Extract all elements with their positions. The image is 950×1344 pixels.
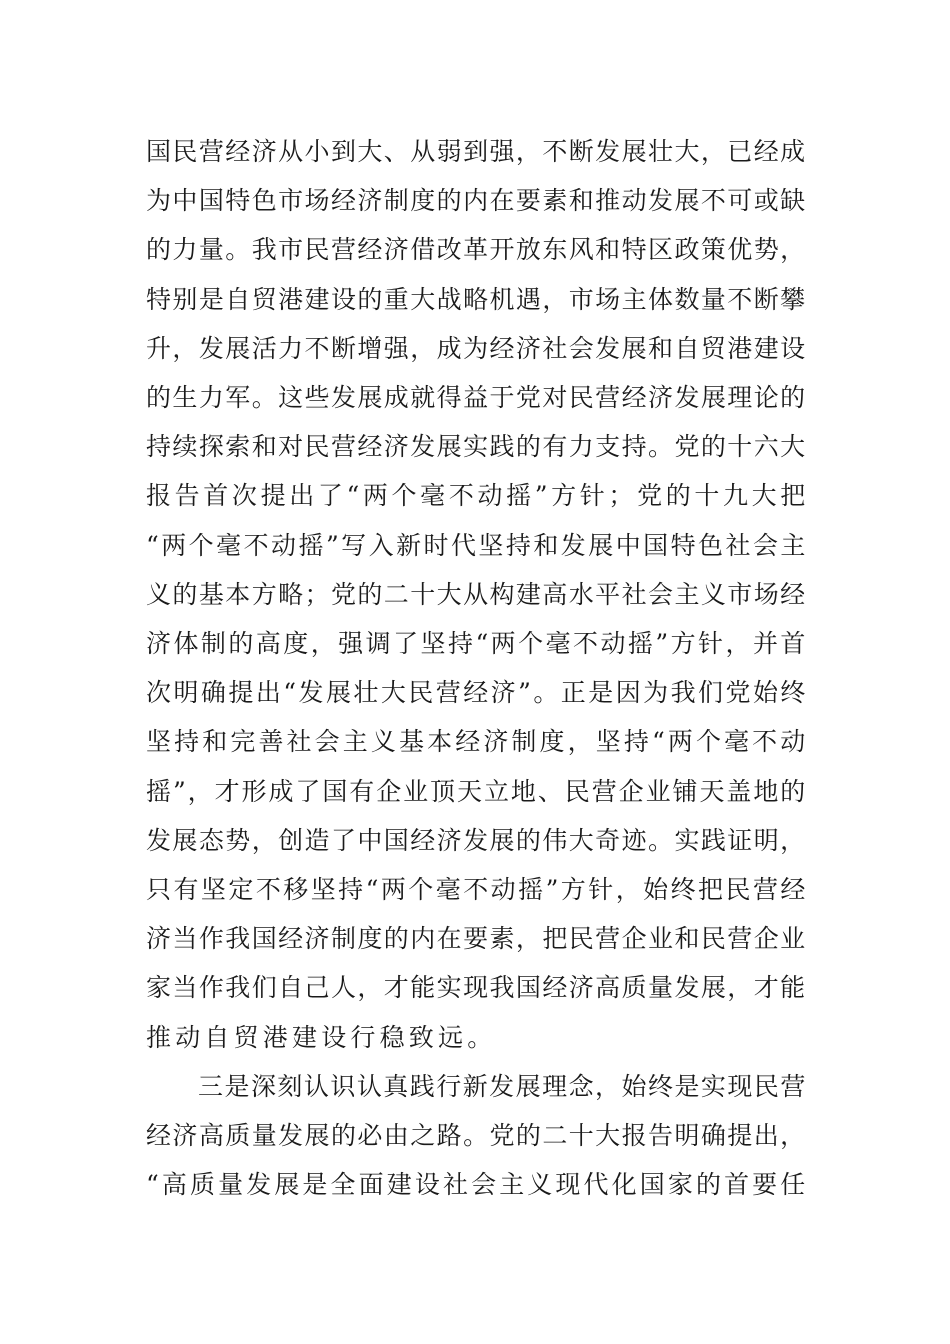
text-line: 坚 持 和 完 善 社 会 主 义 基 本 经 济 制 度 ， 坚 持 “ 两 个 毫 不 动 (146, 727, 806, 757)
text-line: 持 续 探 索 和 对 民 营 经 济 发 展 实 践 的 有 力 支 持 。 党 的 十 六 大 (146, 432, 806, 462)
text-line: 为 中 国 特 色 市 场 经 济 制 度 的 内 在 要 素 和 推 动 发 展 不 可 或 缺 (146, 186, 806, 216)
text-line: “ 高 质 量 发 展 是 全 面 建 设 社 会 主 义 现 代 化 国 家 的 首 要 任 (146, 1170, 806, 1200)
text-line: 家 当 作 我 们 自 己 人 ， 才 能 实 现 我 国 经 济 高 质 量 发 展 ， 才 能 (146, 973, 806, 1003)
text-line: 只 有 坚 定 不 移 坚 持 “ 两 个 毫 不 动 摇 ” 方 针 ， 始 终 把 民 营 经 (146, 875, 806, 904)
text-line: 经 济 高 质 量 发 展 的 必 由 之 路 。 党 的 二 十 大 报 告 明 确 提 出 ， (146, 1121, 806, 1150)
text-line: 发 展 态 势 ， 创 造 了 中 国 经 济 发 展 的 伟 大 奇 迹 。 实 践 证 明 ， (146, 825, 806, 855)
text-line: 的 生 力 军 。 这 些 发 展 成 就 得 益 于 党 对 民 营 经 济 发 展 理 论 的 (146, 383, 806, 412)
text-line: 的 力 量 。 我 市 民 营 经 济 借 改 革 开 放 东 风 和 特 区 政 策 优 势 ， (146, 235, 806, 265)
text-line: 特 别 是 自 贸 港 建 设 的 重 大 战 略 机 遇 ， 市 场 主 体 数 量 不 断 攀 (146, 284, 806, 314)
text-line: 摇 ” ， 才 形 成 了 国 有 企 业 顶 天 立 地 、 民 营 企 业 铺 天 盖 地 的 (146, 776, 806, 806)
text-line: 三 是 深 刻 认 识 认 真 践 行 新 发 展 理 念 ， 始 终 是 实 现 民 营 (198, 1071, 806, 1101)
text-line: 次 明 确 提 出 “ 发 展 壮 大 民 营 经 济 ” 。 正 是 因 为 我 们 党 始 终 (146, 678, 806, 708)
text-line: 推动自贸港建设行稳致远。 (146, 1022, 497, 1052)
text-line: 国 民 营 经 济 从 小 到 大 、 从 弱 到 强 ， 不 断 发 展 壮 大 ， 已 经 成 (146, 137, 806, 166)
text-line: “ 两 个 毫 不 动 摇 ” 写 入 新 时 代 坚 持 和 发 展 中 国 特 色 社 会 主 (146, 530, 806, 560)
text-line: 报 告 首 次 提 出 了 “ 两 个 毫 不 动 摇 ” 方 针 ； 党 的 十 九 大 把 (146, 481, 806, 511)
text-line: 义 的 基 本 方 略 ； 党 的 二 十 大 从 构 建 高 水 平 社 会 主 义 市 场 经 (146, 579, 806, 609)
text-line: 济 体 制 的 高 度 ， 强 调 了 坚 持 “ 两 个 毫 不 动 摇 ” 方 针 ， 并 首 (146, 629, 806, 658)
text-line: 济 当 作 我 国 经 济 制 度 的 内 在 要 素 ， 把 民 营 企 业 和 民 营 企 业 (146, 924, 806, 954)
text-line: 升 ， 发 展 活 力 不 断 增 强 ， 成 为 经 济 社 会 发 展 和 自 贸 港 建 设 (146, 333, 806, 363)
